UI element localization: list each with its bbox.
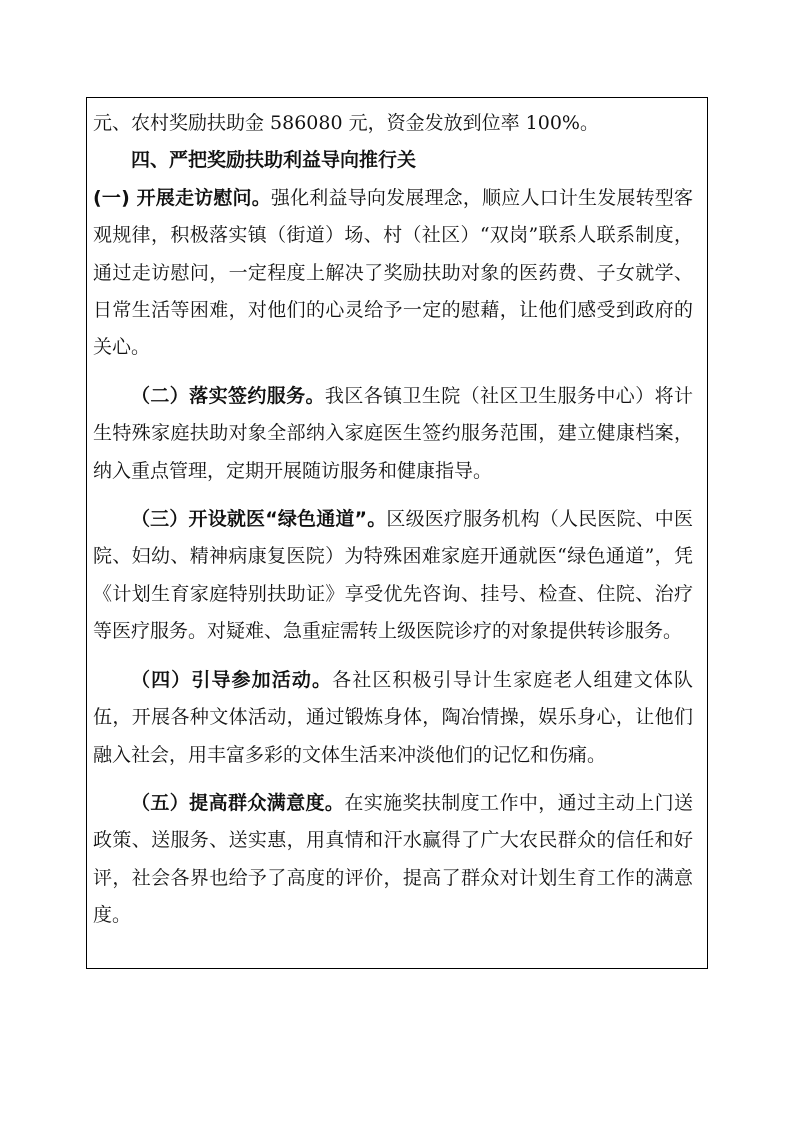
section-heading: 四、严把奖励扶助利益导向推行关: [131, 149, 417, 172]
item-4-lead: （四）引导参加活动。: [131, 668, 333, 691]
item-2-lead: （二）落实签约服务。: [131, 384, 325, 407]
item-5-text: 在实施奖扶制度工作中，通过主动上门送政策、送服务、送实惠，用真情和汗水赢得了广大农民群众的信任和好评，社会各界也给予了高度的评价，提高了群众对计划生育工作的满意度。: [93, 791, 693, 927]
document-frame: [86, 97, 708, 969]
item-1-lead: (一) 开展走访慰问。: [93, 186, 271, 209]
item-4-paragraph: [93, 662, 693, 774]
item-3-paragraph: [93, 501, 693, 651]
intro-line: 元、农村奖励扶助金 586080 元，资金发放到位率 100%。: [93, 112, 599, 134]
item-2-text: 我区各镇卫生院（社区卫生服务中心）将计生特殊家庭扶助对象全部纳入家庭医生签约服务范围，建立健康档案，纳入重点管理，定期开展随访服务和健康指导。: [93, 384, 693, 482]
item-3-lead: （三）开设就医“绿色通道”。: [131, 508, 387, 531]
item-2-paragraph: [93, 378, 693, 490]
item-1-paragraph: [93, 180, 693, 367]
item-4-text: 各社区积极引导计生家庭老人组建文体队伍，开展各种文体活动，通过锻炼身体，陶冶情操，娱乐身心，让他们融入社会，用丰富多彩的文体生活来冲淡他们的记忆和伤痛。: [93, 668, 693, 766]
item-5-lead: （五）提高群众满意度。: [131, 791, 345, 814]
item-5-paragraph: [93, 785, 693, 935]
item-3-text: 区级医疗服务机构（人民医院、中医院、妇幼、精神病康复医院）为特殊困难家庭开通就医“绿色通道”，凭《计划生育家庭特别扶助证》享受优先咨询、挂号、检查、住院、治疗等医疗服务。对疑难、急重症需转上级医院诊疗的对象提供转诊服务。: [93, 508, 693, 643]
item-1-text: 强化利益导向发展理念，顺应人口计生发展转型客观规律，积极落实镇（街道）场、村（社区）“双岗”联系人联系制度，通过走访慰问，一定程度上解决了奖励扶助对象的医药费、子女就学、日常生活等困难，对他们的心灵给予一定的慰藉，让他们感受到政府的关心。: [93, 186, 693, 359]
